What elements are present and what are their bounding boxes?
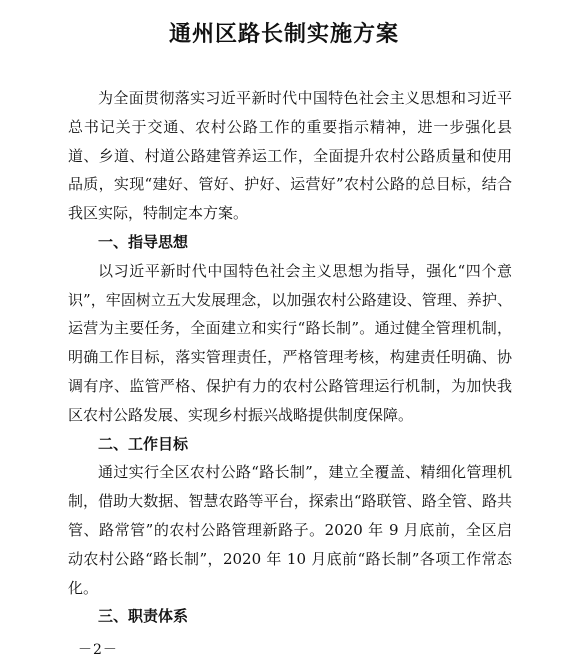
document-body <box>68 84 512 631</box>
section-heading-responsibility-system: 三、职责体系 <box>98 607 189 626</box>
intro-paragraph: 为全面贯彻落实习近平新时代中国特色社会主义思想和习近平总书记关于交通、农村公路工作的重要指示精神，进一步强化县道、乡道、村道公路建管养运工作，全面提升农村公路质量和使用品质，实现“建好、管好、护好、运营好”农村公路的总目标，结合我区实际，特制定本方案。 <box>68 89 512 223</box>
section-heading-work-goals: 二、工作目标 <box>98 434 189 453</box>
section-paragraph-guiding-ideology: 以习近平新时代中国特色社会主义思想为指导，强化“四个意识”，牢固树立五大发展理念，以加强农村公路建设、管理、养护、运营为主要任务，全面建立和实行“路长制”。通过健全管理机制，明确工作目标，落实管理责任，严格管理考核，构建责任明确、协调有序、监管严格、保护有力的农村公路管理运行机制，为加快我区农村公路发展、实现乡村振兴战略提供制度保障。 <box>68 261 512 424</box>
document-title: 通州区路长制实施方案 <box>168 22 399 47</box>
section-paragraph-work-goals: 通过实行全区农村公路“路长制”，建立全覆盖、精细化管理机制，借助大数据、智慧农路等平台，探索出“路联管、路全管、路共管、路常管”的农村公路管理新路子。2020 年 9 月底前，全区启动农村公路“路长制”，2020 年 10 月底前“路长制”各项工作常态化。 <box>68 463 512 597</box>
page-number: －2－ <box>78 642 118 658</box>
section-heading-guiding-ideology: 一、指导思想 <box>98 232 189 251</box>
